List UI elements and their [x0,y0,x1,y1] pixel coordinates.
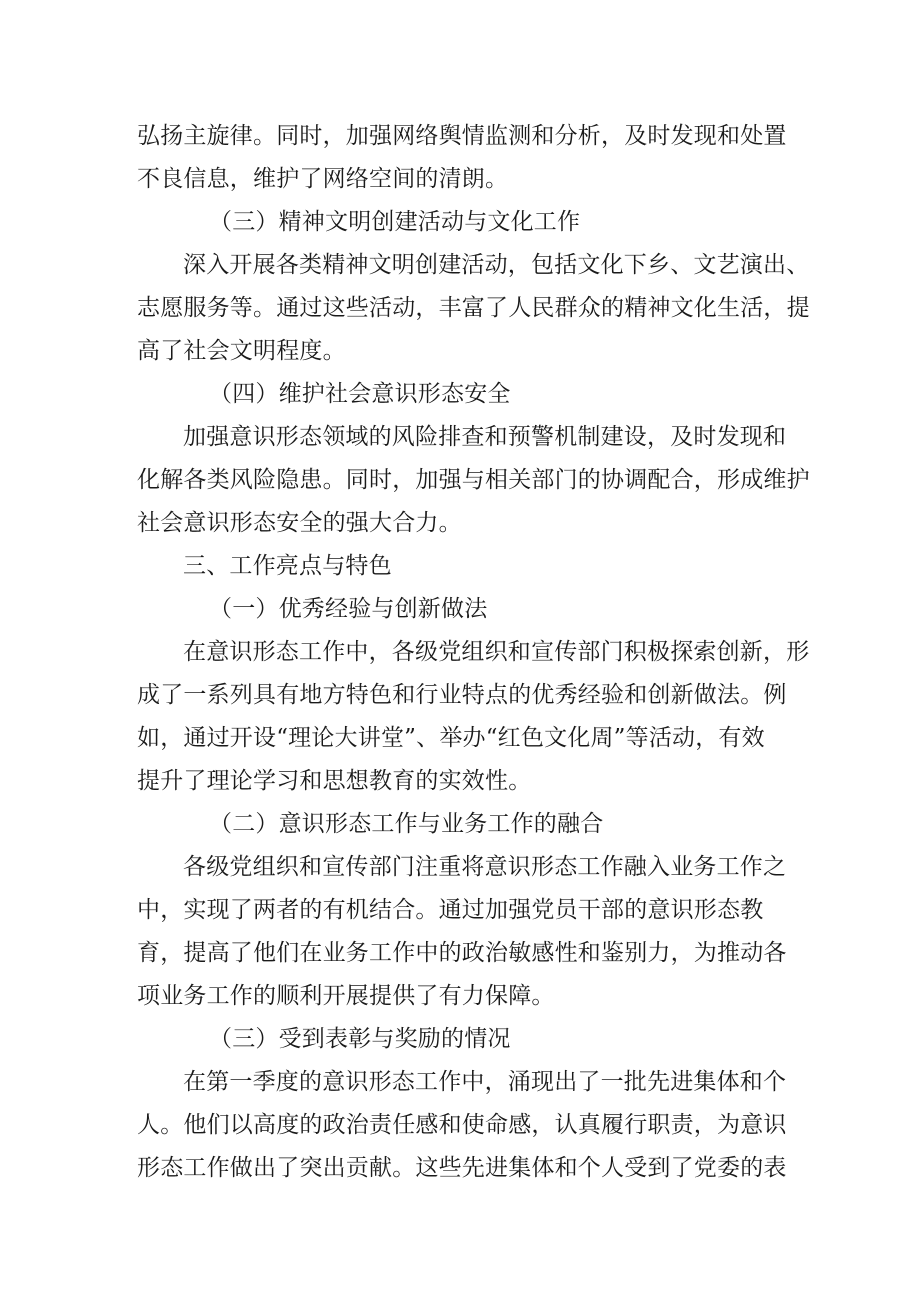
body-text-line: 项业务工作的顺利开展提供了有力保障。 [137,983,555,1009]
paragraph-first-line: 在意识形态工作中，各级党组织和宣传部门积极探索创新，形 [183,639,810,665]
paragraph-first-line: 深入开展各类精神文明创建活动，包括文化下乡、文艺演出、 [183,252,810,278]
subsection-heading: （一）优秀经验与创新做法 [209,596,488,622]
body-text-line: 中，实现了两者的有机结合。通过加强党员干部的意识形态教 [137,897,764,923]
subsection-heading: （四）维护社会意识形态安全 [209,381,511,407]
body-text-line: 弘扬主旋律。同时，加强网络舆情监测和分析，及时发现和处置 [137,123,787,149]
body-text-line: 社会意识形态安全的强大合力。 [137,510,462,536]
body-text-line: 如，通过开设“理论大讲堂”、举办“红色文化周”等活动，有效 [137,725,765,751]
body-text-line: 育，提高了他们在业务工作中的政治敏感性和鉴别力，为推动各 [137,940,787,966]
subsection-heading: （三）受到表彰与奖励的情况 [209,1026,511,1052]
paragraph-first-line: 加强意识形态领域的风险排查和预警机制建设，及时发现和 [183,424,787,450]
section-heading: 三、工作亮点与特色 [183,553,392,579]
body-text-line: 成了一系列具有地方特色和行业特点的优秀经验和创新做法。例 [137,682,787,708]
subsection-heading: （三）精神文明创建活动与文化工作 [209,209,581,235]
body-text-line: 志愿服务等。通过这些活动，丰富了人民群众的精神文化生活，提 [137,295,810,321]
body-text-line: 高了社会文明程度。 [137,338,346,364]
body-text-line: 不良信息，维护了网络空间的清朗。 [137,166,509,192]
body-text-line: 提升了理论学习和思想教育的实效性。 [137,768,532,794]
paragraph-first-line: 在第一季度的意识形态工作中，涌现出了一批先进集体和个 [183,1069,787,1095]
paragraph-first-line: 各级党组织和宣传部门注重将意识形态工作融入业务工作之 [183,854,787,880]
body-text-line: 人。他们以高度的政治责任感和使命感，认真履行职责，为意识 [137,1112,787,1138]
body-text-line: 化解各类风险隐患。同时，加强与相关部门的协调配合，形成维护 [137,467,810,493]
body-text-line: 形态工作做出了突出贡献。这些先进集体和个人受到了党委的表 [137,1155,787,1181]
subsection-heading: （二）意识形态工作与业务工作的融合 [209,811,604,837]
